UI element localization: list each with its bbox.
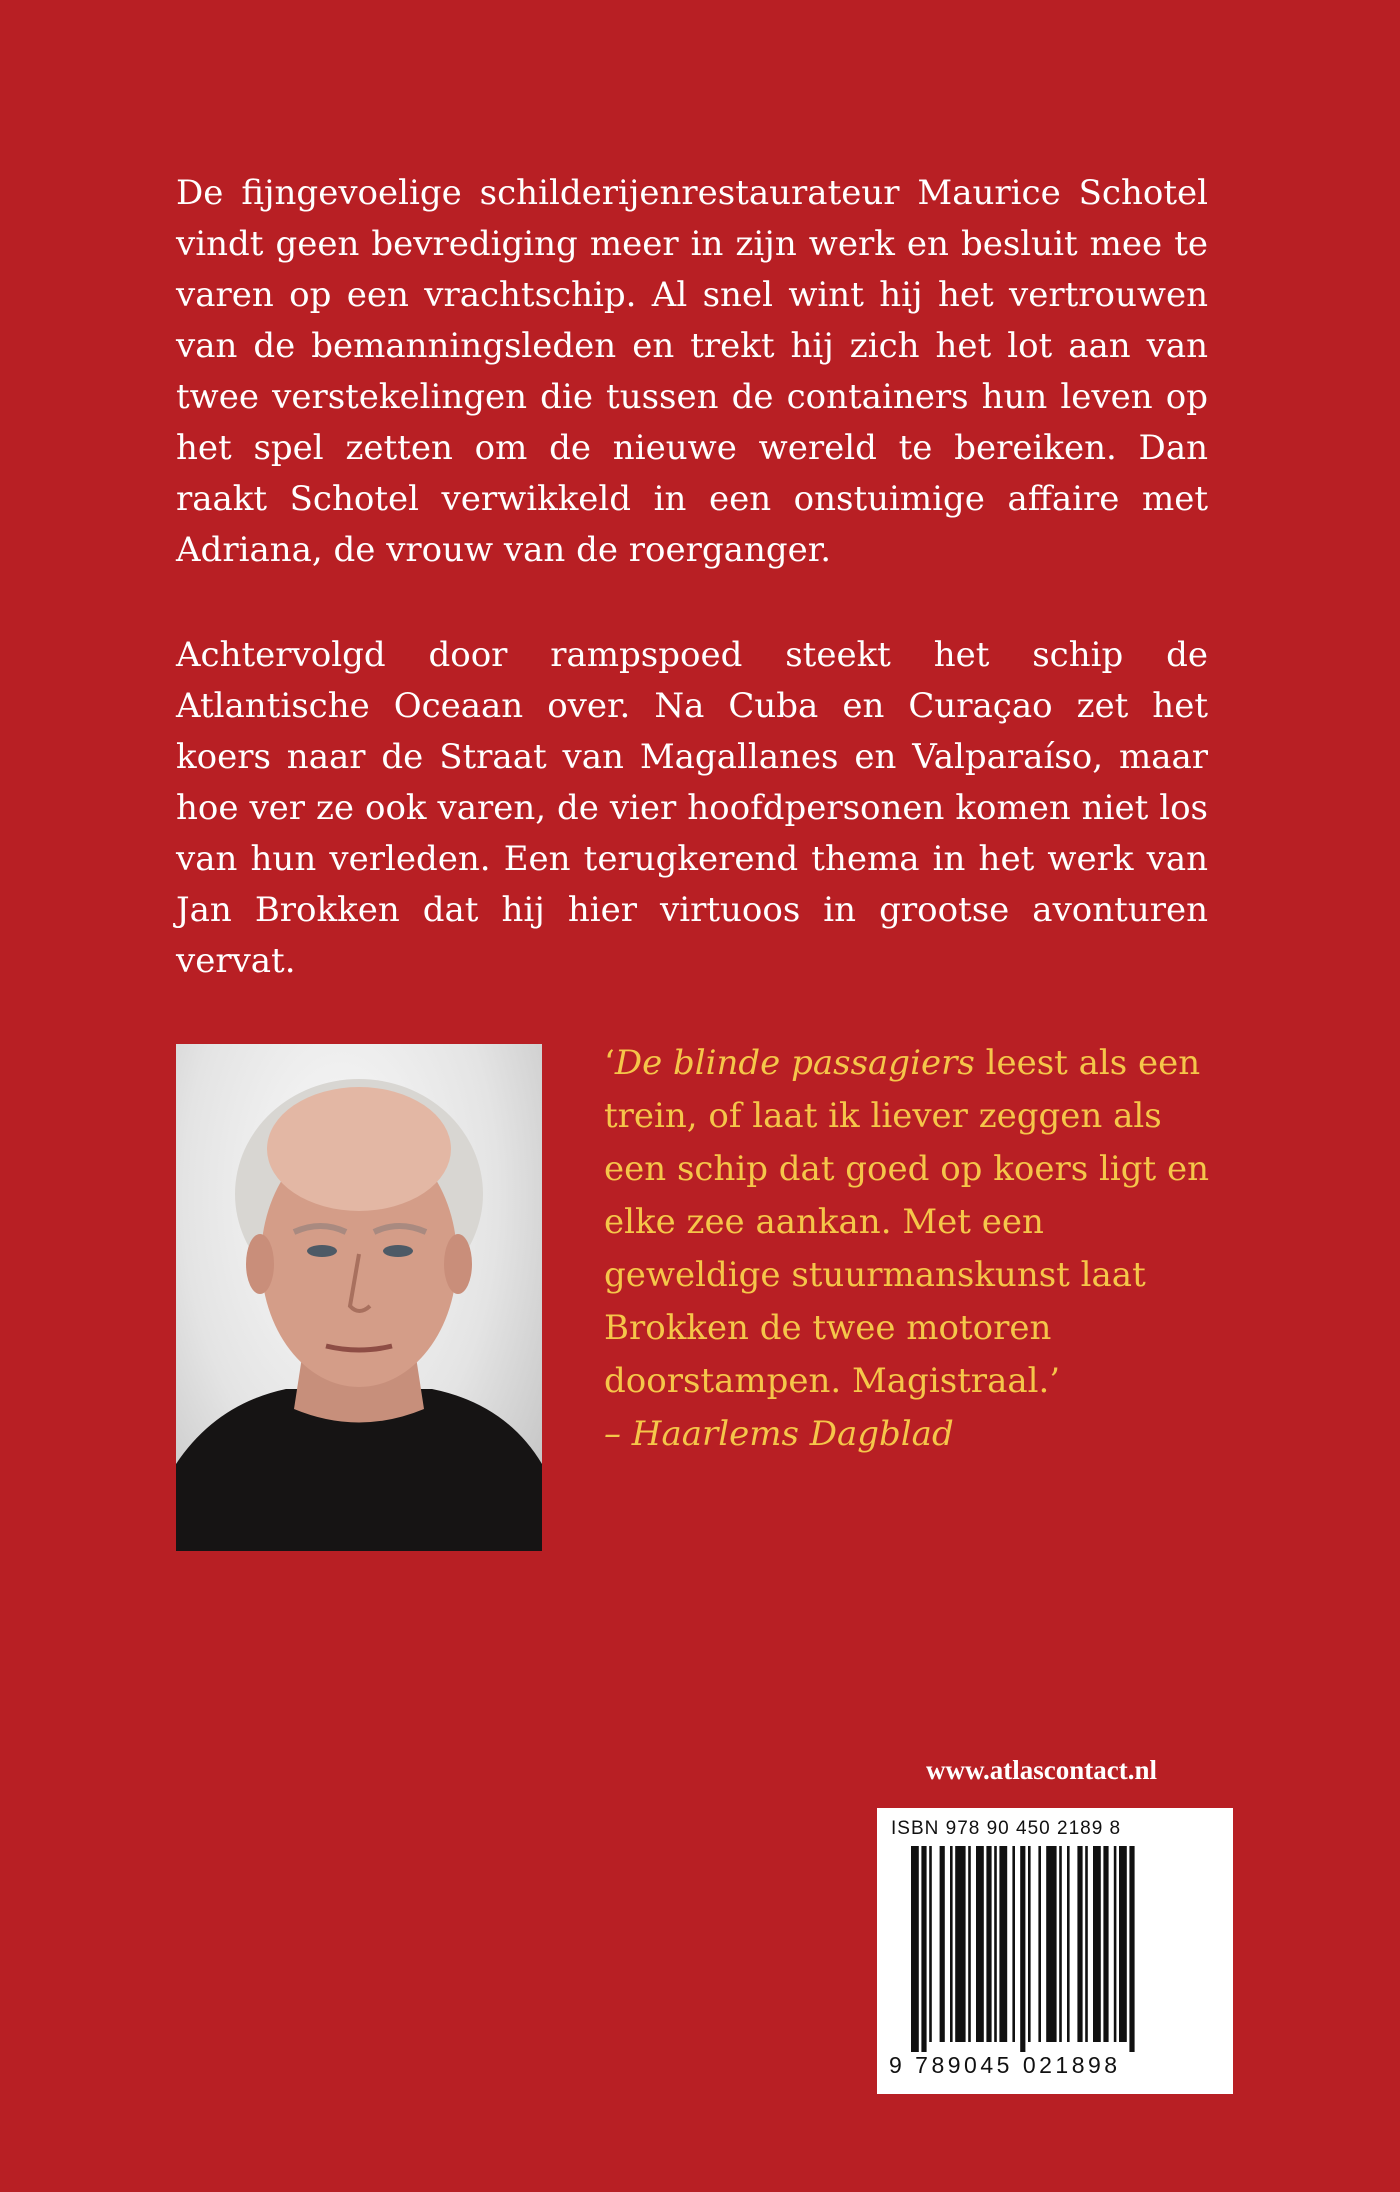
isbn-barcode [877, 1808, 1233, 2094]
press-quote [604, 1037, 1226, 1461]
barcode-bar [1038, 1846, 1041, 2042]
quote-text: leest als een trein, of laat ik liever zeggen als een schip dat goed op koers ligt en elke zee aankan. Met een geweldige stuurmanskunst laat Brokken de twee motoren doorstampen. Magistraal.’ [604, 1043, 1209, 1401]
barcode-bar [976, 1846, 984, 2042]
barcode-bar [1028, 1846, 1031, 2042]
barcode-bar [929, 1846, 932, 2042]
barcode-bar [968, 1846, 971, 2042]
barcode-bar [955, 1846, 965, 2042]
quote-source: – Haarlems Dagblad [604, 1414, 954, 1454]
barcode-bar [1119, 1846, 1127, 2042]
barcode-bar [1046, 1846, 1056, 2042]
quote-open-mark: ‘ [604, 1043, 615, 1083]
barcode-bar [1093, 1846, 1101, 2042]
barcode-bar [1085, 1846, 1088, 2042]
barcode-bar [1020, 1846, 1025, 2052]
publisher-website: www.atlascontact.nl [926, 1755, 1157, 1785]
barcode-bar [940, 1846, 945, 2042]
barcode-bar [1129, 1846, 1134, 2052]
barcode-bar [1059, 1846, 1062, 2042]
barcode-bars [911, 1846, 1199, 2052]
barcode-bar [1103, 1846, 1108, 2042]
barcode-bar [1012, 1846, 1015, 2042]
barcode-bar [1114, 1846, 1117, 2042]
barcode-bar [911, 1846, 919, 2052]
blurb-paragraph-2: Achtervolgd door rampspoed steekt het schip de Atlantische Oceaan over. Na Cuba en Curaçao zet het koers naar de Straat van Magallanes en Valparaíso, maar hoe ver ze ook varen, de vier hoofdpersonen komen niet los van hun verleden. Een terugkerend thema in het werk van Jan Brokken dat hij hier virtuoos in grootse avonturen vervat. [176, 635, 1208, 981]
barcode-bar [999, 1846, 1007, 2042]
blurb-paragraph-1: De fijngevoelige schilderijenrestaurateur Maurice Schotel vindt geen bevrediging meer in zijn werk en besluit mee te varen op een vrachtschip. Al snel wint hij het vertrouwen van de bemanningsleden en trekt hij zich het lot aan van twee verstekelingen die tussen de containers hun leven op het spel zetten om de nieuwe wereld te bereiken. Dan raakt Schotel verwikkeld in een onstuimige affaire met Adriana, de vrouw van de roerganger. [176, 173, 1208, 570]
isbn-label: ISBN 978 90 450 2189 8 [891, 1818, 1122, 1839]
barcode-bar [1077, 1846, 1082, 2042]
barcode-bar [994, 1846, 997, 2042]
author-photo [176, 1044, 542, 1551]
barcode-bar [950, 1846, 953, 2042]
quote-book-title: De blinde passagiers [614, 1043, 975, 1083]
barcode-bar [921, 1846, 926, 2052]
barcode-bar [986, 1846, 991, 2042]
barcode-digits: 9 789045 021898 [889, 2052, 1121, 2078]
barcode-bar [1067, 1846, 1070, 2042]
